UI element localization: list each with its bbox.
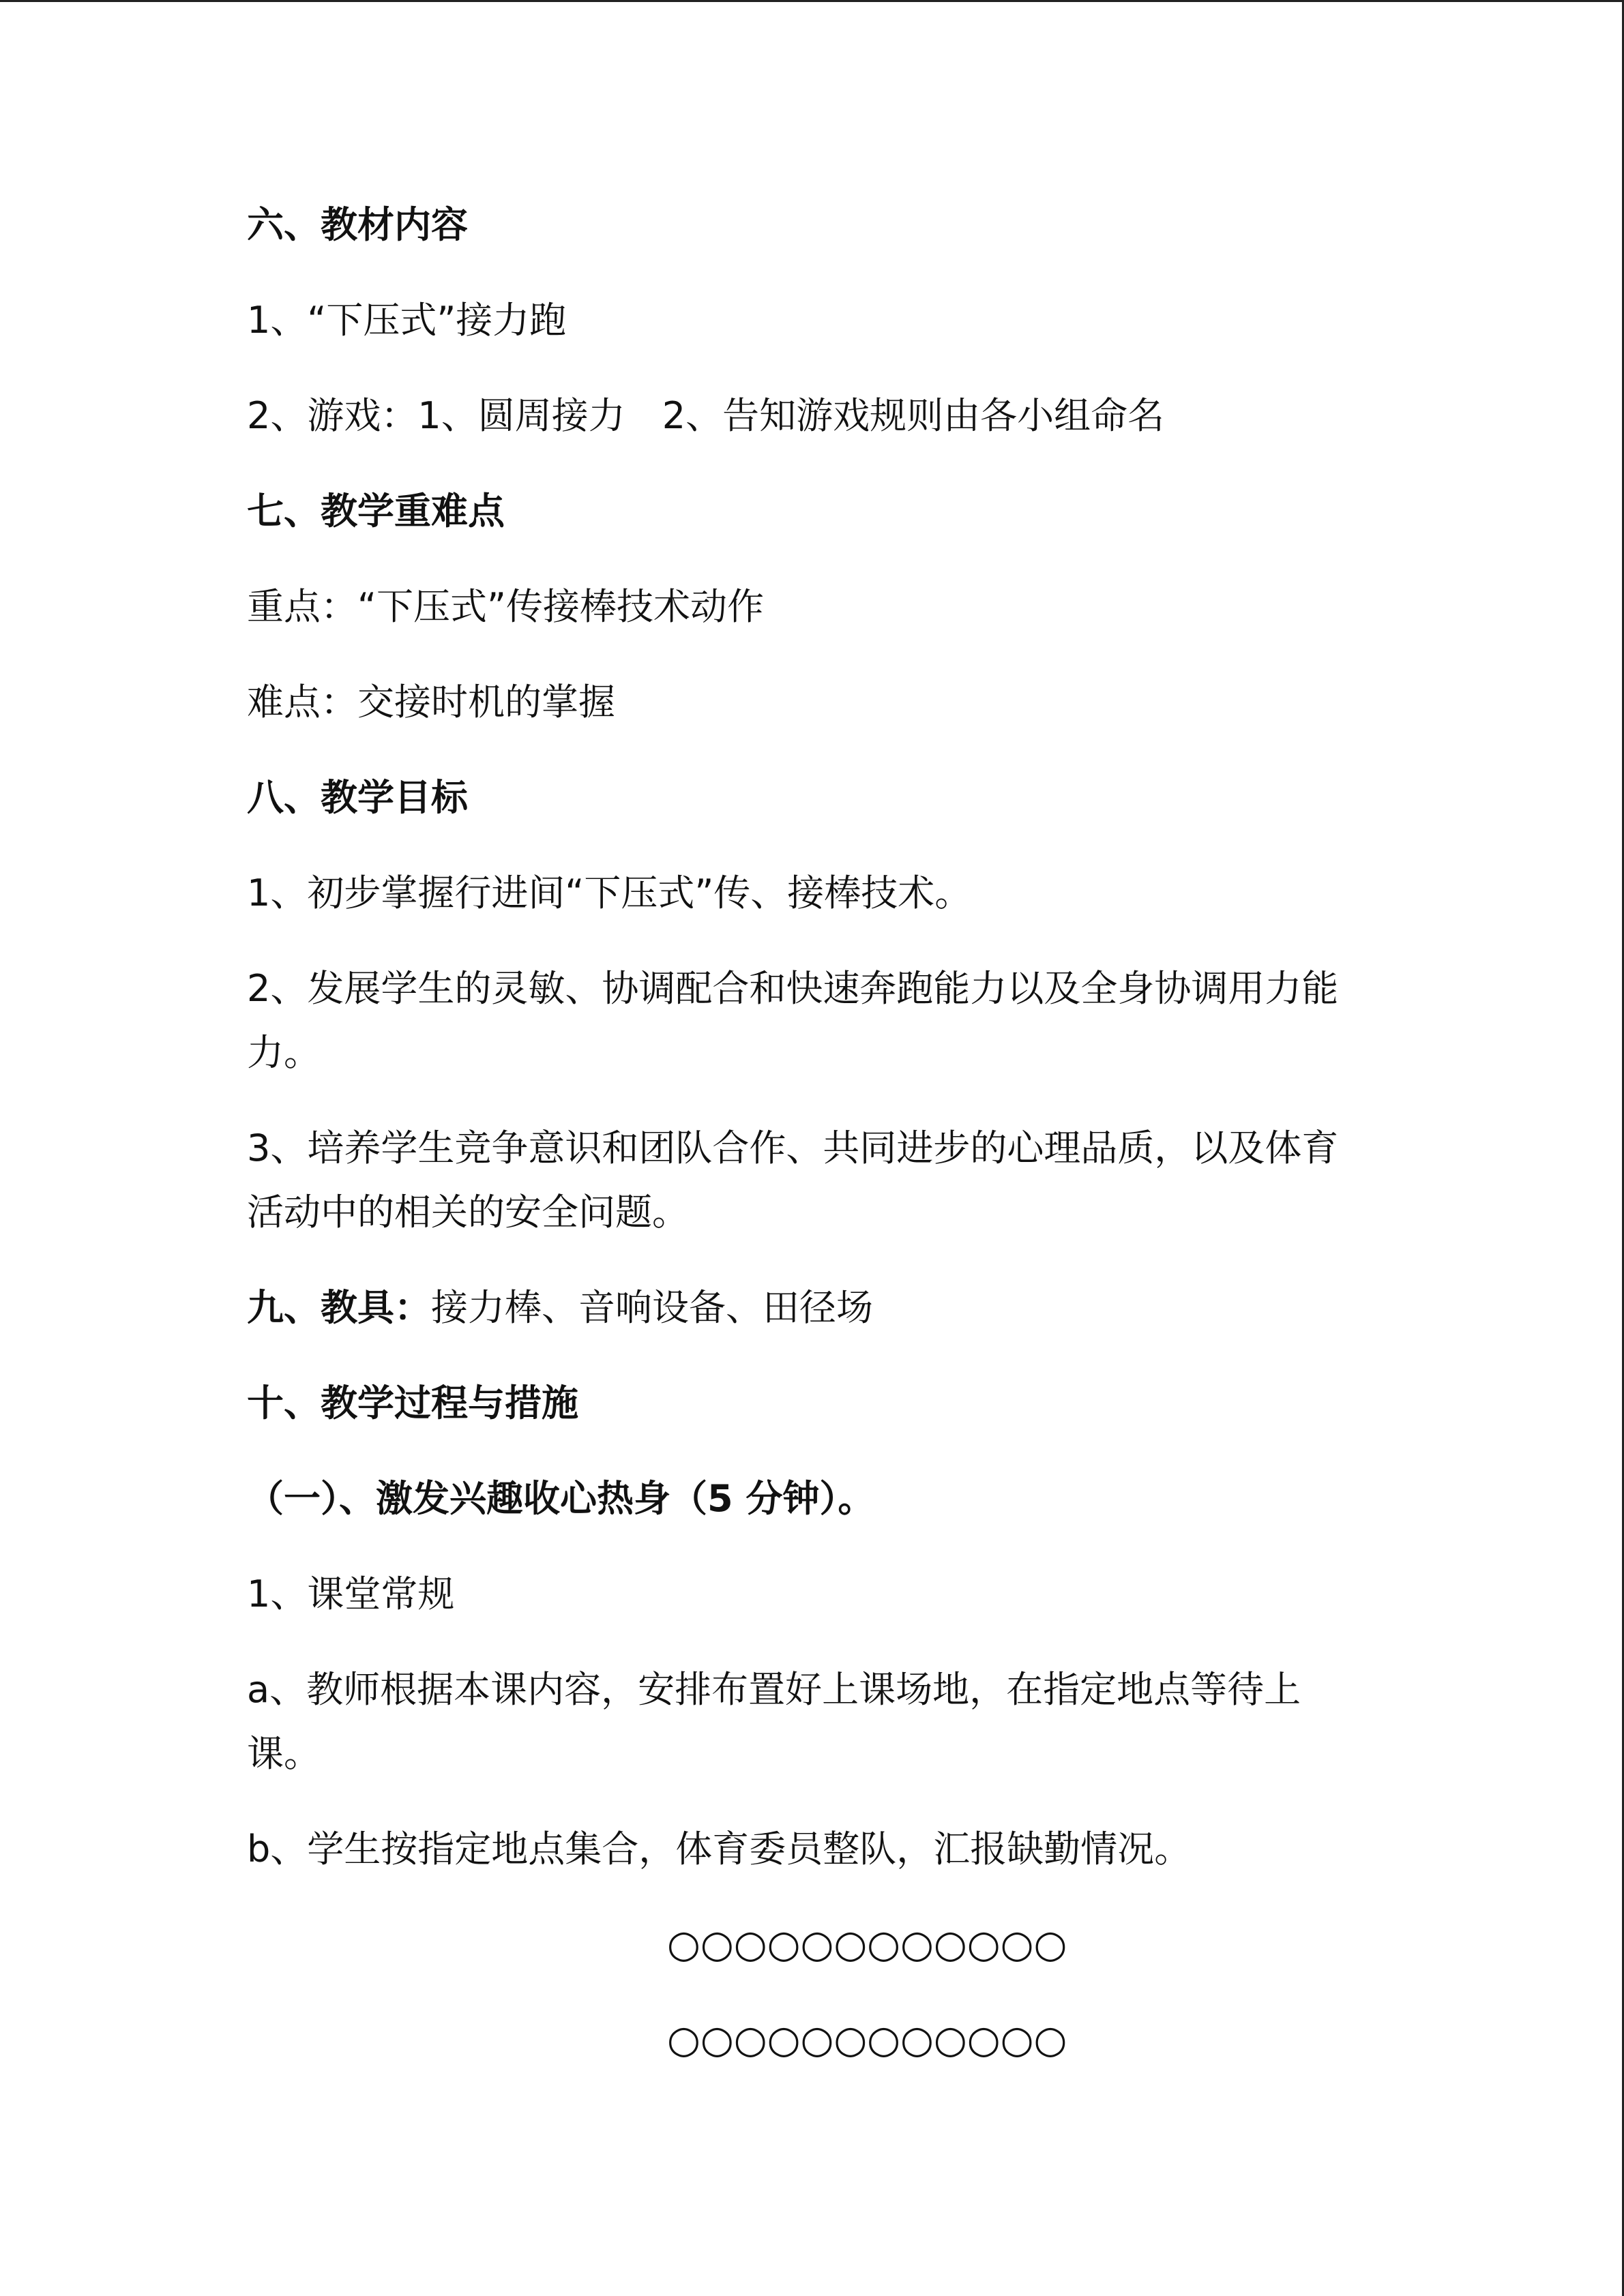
goal-2-line-2: 力。	[247, 1031, 321, 1074]
subsection-heading-1: （一）、激发兴趣收心热身（5 分钟）。	[247, 1477, 875, 1520]
key-point-text: 重点：“下压式”传接棒技术动作	[247, 585, 764, 628]
section-heading-6: 六、教材内容	[247, 203, 468, 246]
goal-2-line-1: 2、发展学生的灵敏、协调配合和快速奔跑能力以及全身协调用力能	[247, 967, 1339, 1010]
item-b: b、学生按指定地点集合，体育委员整队，汇报缺勤情况。	[247, 1828, 1192, 1870]
difficulty-text: 难点：交接时机的掌握	[247, 681, 615, 724]
formation-row-1: ○○○○○○○○○○○○	[667, 1922, 1067, 1967]
goal-1: 1、初步掌握行进间“下压式”传、接棒技术。	[247, 871, 972, 914]
content-item-2: 2、游戏：1、圆周接力 2、告知游戏规则由各小组命名	[247, 394, 1165, 437]
equipment-text: 接力棒、音响设备、田径场	[431, 1286, 873, 1329]
section-heading-10: 十、教学过程与措施	[247, 1382, 578, 1425]
content-item-1: 1、“下压式”接力跑	[247, 299, 567, 342]
item-a-line-1: a、教师根据本课内容，安排布置好上课场地，在指定地点等待上	[247, 1668, 1301, 1711]
equipment-line	[247, 1284, 873, 1332]
section-heading-8: 八、教学目标	[247, 776, 468, 819]
goal-3-line-1: 3、培养学生竞争意识和团队合作、共同进步的心理品质，以及体育	[247, 1127, 1339, 1169]
item-a-line-2: 课。	[247, 1732, 321, 1775]
formation-row-2: ○○○○○○○○○○○○	[667, 2018, 1067, 2062]
section-heading-7: 七、教学重难点	[247, 490, 505, 533]
equipment-label: 九、教具：	[247, 1286, 431, 1329]
routine-item: 1、课堂常规	[247, 1572, 455, 1615]
goal-3-line-2: 活动中的相关的安全问题。	[247, 1191, 689, 1234]
